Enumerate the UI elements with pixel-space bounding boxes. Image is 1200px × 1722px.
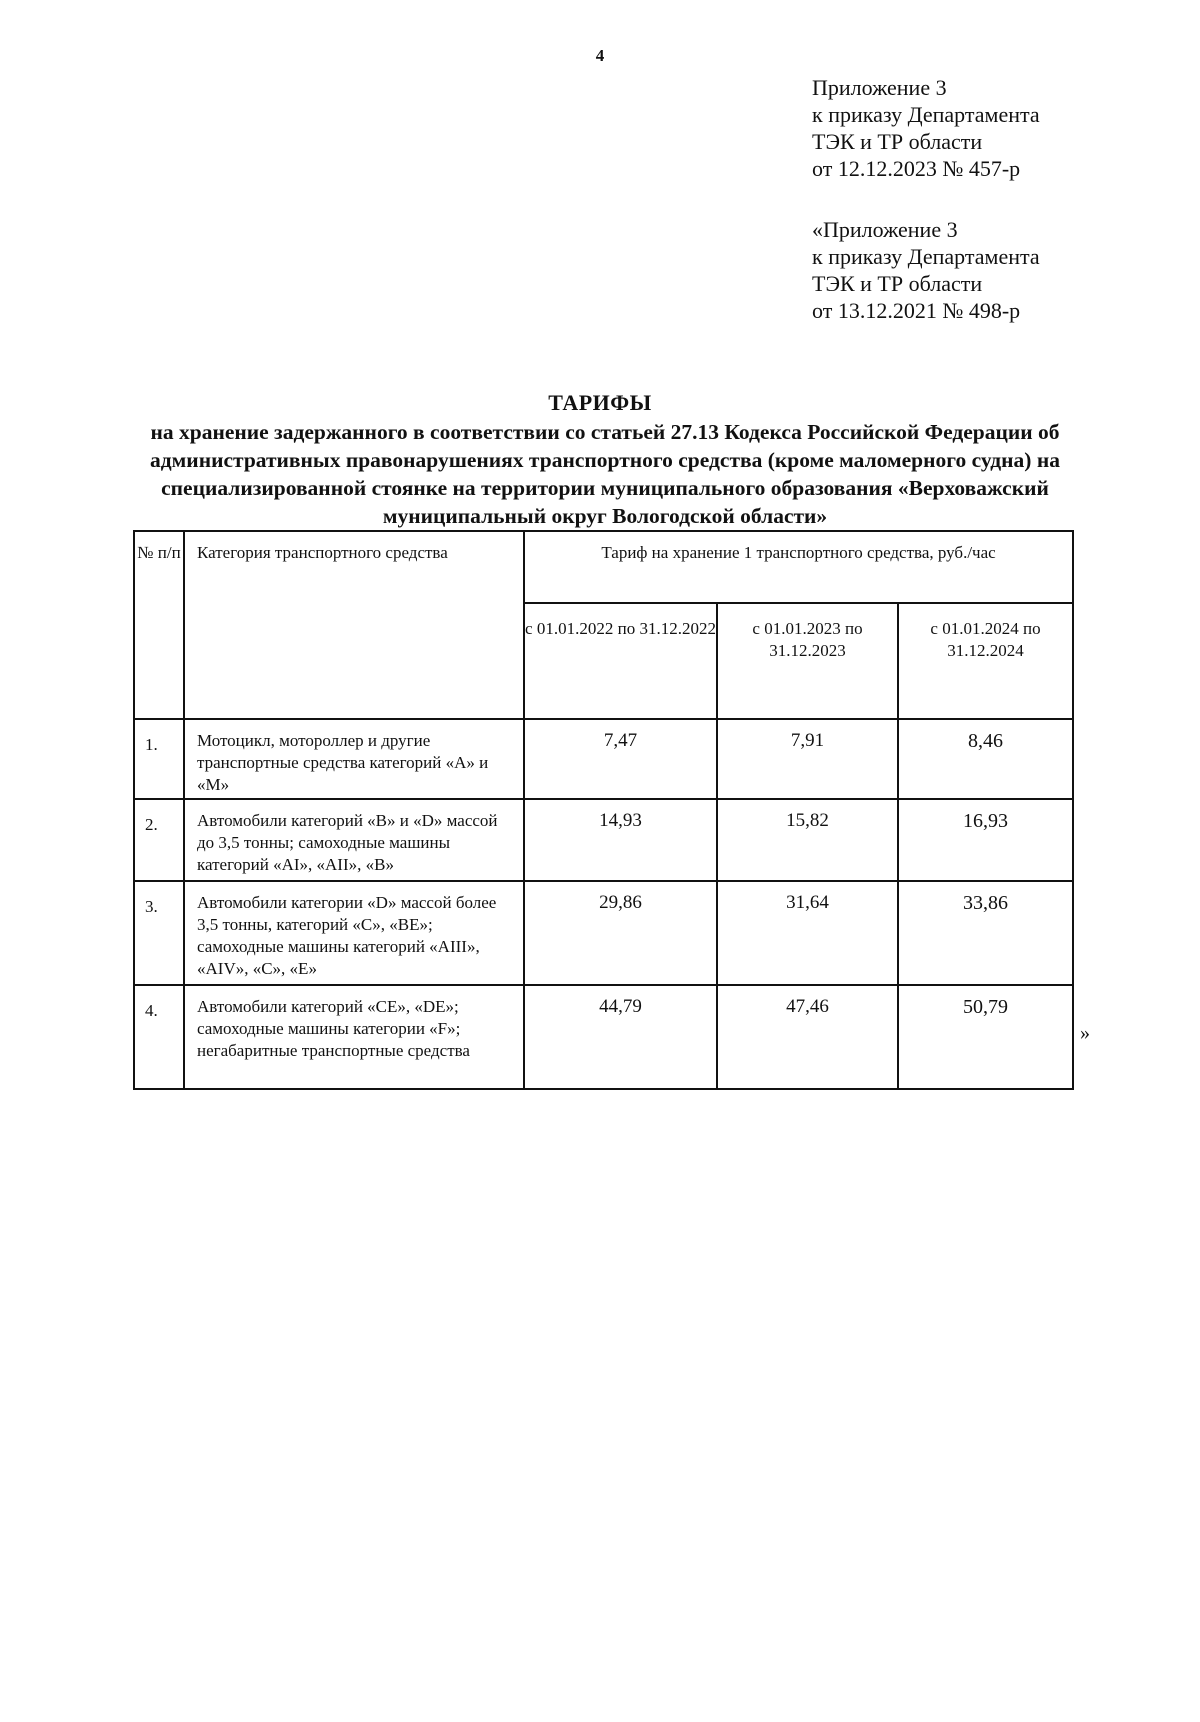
row-value: 29,86 <box>524 881 717 985</box>
table-row <box>134 719 1073 799</box>
annex-previous-line: ТЭК и ТР области <box>812 271 983 296</box>
row-category: Автомобили категорий «В» и «D» массой до 3,5 тонны; самоходные машины категорий «AI», «AII», «В» <box>184 799 524 881</box>
row-value: 44,79 <box>524 985 717 1089</box>
closing-quote: » <box>1080 1022 1090 1044</box>
row-value: 7,47 <box>524 719 717 799</box>
annex-previous-line: «Приложение 3 <box>812 217 958 242</box>
document-subtitle: на хранение задержанного в соответствии со статьей 27.13 Кодекса Российской Федерации об административных правонарушениях транспортного средства (кроме маломерного судна) на специализированной стоянке на территории муниципального образования «Верховажский муниципальный округ Вологодской области» <box>150 420 1060 528</box>
annex-current-line: ТЭК и ТР области <box>812 129 983 154</box>
annex-current-line: к приказу Департамента <box>812 102 1040 127</box>
table-header-row <box>134 531 1073 603</box>
row-value: 8,46 <box>898 719 1073 799</box>
row-category: Автомобили категорий «СЕ», «DE»; самоходные машины категории «F»; негабаритные транспортные средства <box>184 985 524 1089</box>
header-num: № п/п <box>134 531 184 719</box>
row-number: 4. <box>134 985 184 1089</box>
row-value: 50,79 <box>898 985 1073 1089</box>
annex-previous-line: к приказу Департамента <box>812 244 1040 269</box>
annex-current-line: Приложение 3 <box>812 75 947 100</box>
row-value: 14,93 <box>524 799 717 881</box>
row-value: 47,46 <box>717 985 898 1089</box>
row-value: 33,86 <box>898 881 1073 985</box>
header-tariff: Тариф на хранение 1 транспортного средства, руб./час <box>524 531 1073 603</box>
header-period: с 01.01.2023 по 31.12.2023 <box>717 603 898 719</box>
row-category: Мотоцикл, мотороллер и другие транспортные средства категорий «А» и «М» <box>184 719 524 799</box>
annex-current <box>812 74 1040 182</box>
annex-current-line: от 12.12.2023 № 457-р <box>812 156 1021 181</box>
row-number: 2. <box>134 799 184 881</box>
table-row <box>134 881 1073 985</box>
row-value: 31,64 <box>717 881 898 985</box>
tariff-table <box>133 530 1074 1090</box>
document-title: ТАРИФЫ <box>548 390 652 415</box>
header-period: с 01.01.2024 по 31.12.2024 <box>898 603 1073 719</box>
row-value: 7,91 <box>717 719 898 799</box>
table-row <box>134 985 1073 1089</box>
table-row <box>134 799 1073 881</box>
row-number: 1. <box>134 719 184 799</box>
row-value: 16,93 <box>898 799 1073 881</box>
annex-previous-line: от 13.12.2021 № 498-р <box>812 298 1021 323</box>
header-period: с 01.01.2022 по 31.12.2022 <box>524 603 717 719</box>
annex-previous <box>812 216 1040 324</box>
page-number: 4 <box>595 46 605 65</box>
row-value: 15,82 <box>717 799 898 881</box>
row-number: 3. <box>134 881 184 985</box>
header-category: Категория транспортного средства <box>184 531 524 719</box>
row-category: Автомобили категории «D» массой более 3,5 тонны, категорий «С», «ВЕ»; самоходные машины категорий «AIII», «AIV», «С», «Е» <box>184 881 524 985</box>
